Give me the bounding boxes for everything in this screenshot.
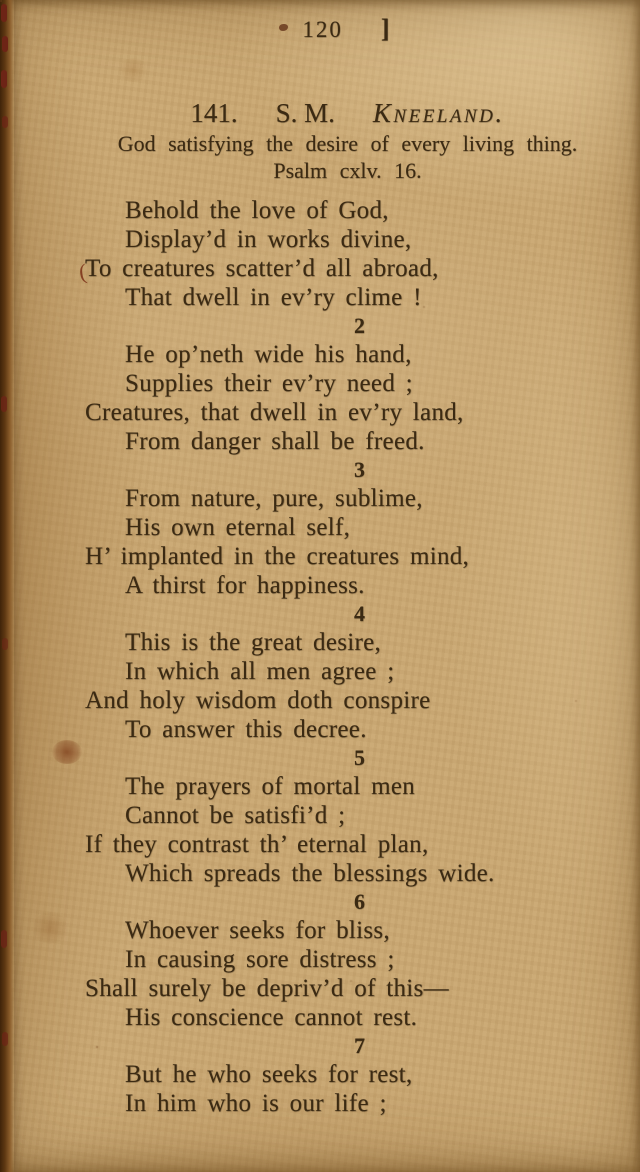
stanza-3 [85,456,610,600]
verse-line: He op’neth wide his hand, [125,341,412,368]
binding-mark [1,4,7,22]
verse-line: In him who is our life ; [125,1090,387,1117]
page-number: 120 [302,17,343,42]
verse-line: A thirst for happiness. [125,572,365,599]
verse-number: 6 [354,889,365,914]
verse-number: 5 [354,745,365,770]
binding-edge [0,0,14,1172]
verse-number: 4 [354,601,365,626]
verse-line: In causing sore distress ; [125,946,395,973]
stanza-1 [77,196,610,312]
binding-mark [1,930,7,948]
ink-stain [52,740,82,764]
hymn-meter: S. M. [275,98,335,128]
verse-line: But he who seeks for rest, [125,1061,413,1088]
verse-line: Which spreads the blessings wide. [125,860,495,887]
binding-mark [2,116,8,128]
verse-number: 2 [354,313,365,338]
tune-name: Kneeland. [372,98,505,128]
stanza-6 [85,888,610,1032]
scripture-reference: Psalm cxlv. 16. [273,158,422,183]
hymn-title-line [85,96,610,130]
binding-mark [2,638,8,650]
verse-line: Supplies their ev’ry need ; [125,370,413,397]
binding-mark [1,70,7,88]
verse-line: The prayers of mortal men [125,773,416,800]
verse-line: From nature, pure, sublime, [125,485,423,512]
verse-line: Whoever seeks for bliss, [125,917,390,944]
verse-number: 7 [354,1033,365,1058]
verse-line: Shall surely be depriv’d of this— [85,975,449,1002]
hymn-body [77,196,610,1118]
stanza-2 [85,312,610,456]
ink-fleck-icon [279,24,288,31]
verse-line: Cannot be satisfi’d ; [125,802,346,829]
verse-number: 3 [354,457,365,482]
binding-mark [2,1032,8,1046]
verse-line: H’ implanted in the creatures mind, [85,543,470,570]
verse-line: His conscience cannot rest. [125,1004,418,1031]
stanza-5 [85,744,610,888]
binding-mark [1,396,7,412]
verse-line: Display’d in works divine, [125,226,412,253]
page-content [77,0,610,1118]
closing-bracket: ] [380,14,392,43]
paper-speckles [0,0,2,2]
verse-line: In which all men agree ; [125,658,395,685]
verse-line: His own eternal self, [125,514,351,541]
fox-spot [32,912,68,944]
verse-line: From danger shall be freed. [125,428,425,455]
verse-line: ( To creatures scatter’d all abroad, [77,255,439,285]
verse-line: Behold the love of God, [125,197,389,224]
binding-mark [2,36,8,52]
verse-line: Creatures, that dwell in ev’ry land, [85,399,464,426]
stray-ink-mark: ( [77,258,89,285]
stanza-7 [85,1032,610,1118]
verse-line: This is the great desire, [125,629,382,656]
hymn-number: 141. [190,98,238,128]
stanza-4 [85,600,610,744]
verse-line: If they contrast th’ eternal plan, [85,831,429,858]
hymn-subtitle: God satisfying the desire of every living thing. [117,131,578,156]
verse-line: And holy wisdom doth conspire [85,687,431,714]
verse-line: To answer this decree. [125,716,367,743]
page-header [73,14,598,44]
verse-line: That dwell in ev’ry clime ! [125,284,422,311]
